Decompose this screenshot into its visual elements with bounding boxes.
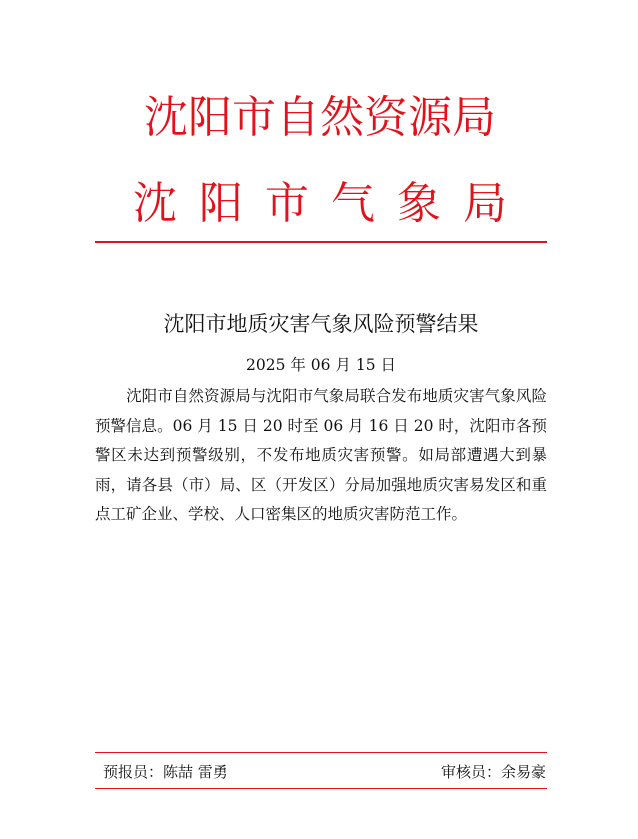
footer-bottom-divider (95, 788, 547, 789)
document-title: 沈阳市地质灾害气象风险预警结果 (163, 312, 479, 336)
forecaster-line: 预报员：陈喆 雷勇 (103, 763, 228, 781)
reviewer-line: 审核员：余易豪 (440, 763, 546, 781)
body-paragraph: 沈阳市自然资源局与沈阳市气象局联合发布地质灾害气象风险预警信息。06 月 15 日 20 时至 06 月 16 日 20 时，沈阳市各预警区未达到预警级别，不发布地质灾害预警。如局部遭遇大到暴雨，请各县（市）局、区（开发区）分局加强地质灾害易发区和重点工矿企业、学校、人口密集区的地质灾害防范工作。 (95, 387, 547, 524)
document-body (95, 382, 547, 530)
header-divider (95, 241, 547, 243)
document-date: 2025 年 06 月 15 日 (245, 356, 397, 374)
issuing-org-line-2: 沈阳市气象局 (133, 178, 529, 229)
issuing-org-line-1: 沈阳市自然资源局 (144, 92, 496, 143)
footer-top-divider (95, 752, 547, 753)
